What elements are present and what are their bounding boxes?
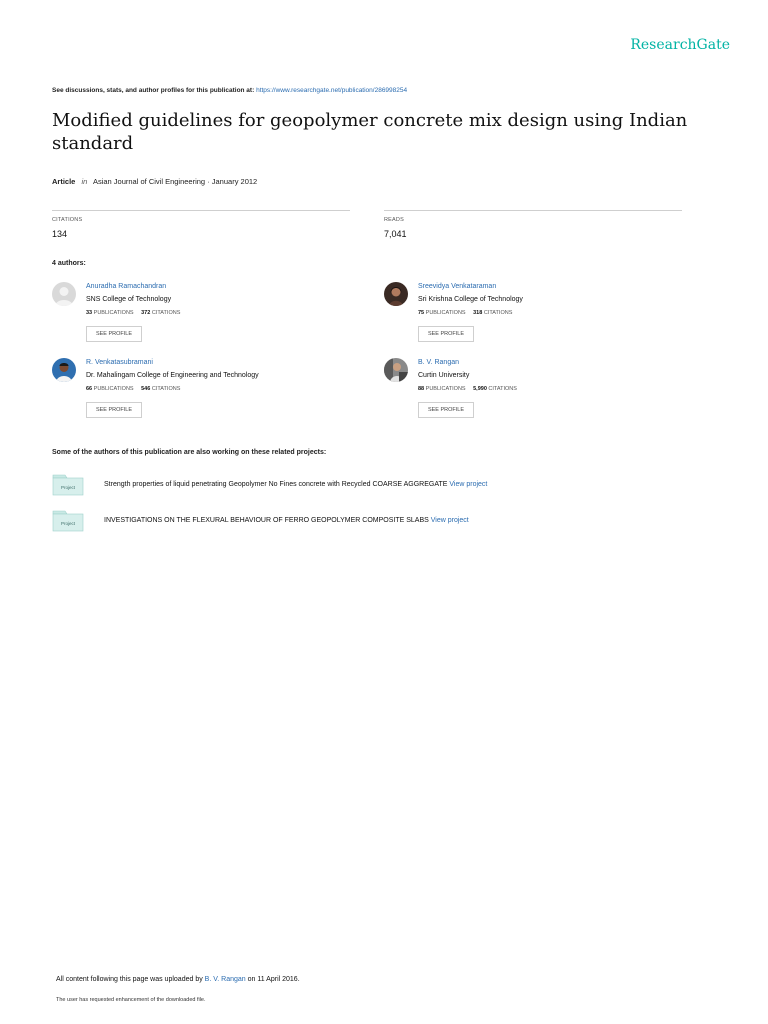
author-stats xyxy=(86,386,180,392)
project-folder-icon xyxy=(52,510,84,532)
citations-label: CITATIONS xyxy=(151,310,181,316)
discussion-line xyxy=(52,87,407,94)
enhancement-note: The user has requested enhancement of the downloaded file. xyxy=(56,997,206,1003)
profile-photo-icon xyxy=(384,282,408,306)
authors-heading: 4 authors: xyxy=(52,260,86,267)
publications-label: PUBLICATIONS xyxy=(93,310,134,316)
uploader-link[interactable]: B. V. Rangan xyxy=(204,976,246,983)
publications-count: 88 xyxy=(418,386,425,392)
related-project-item xyxy=(52,474,692,498)
in-label: in xyxy=(81,177,88,186)
citations-label: CITATIONS xyxy=(488,386,517,392)
article-type: Article xyxy=(52,177,76,186)
publications-count: 66 xyxy=(86,386,93,392)
citations-count: 546 xyxy=(141,386,151,392)
reads-divider xyxy=(384,210,682,211)
author-institution: Curtin University xyxy=(418,372,470,379)
project-title: Strength properties of liquid penetrating Geopolymer No Fines concrete with Recycled COARSE AGGREGATE xyxy=(104,481,448,488)
related-project-item xyxy=(52,510,692,534)
author-name-link[interactable]: Sreevidya Venkataraman xyxy=(418,283,497,290)
citations-count: 372 xyxy=(141,310,151,316)
avatar[interactable] xyxy=(384,282,408,306)
researchgate-logo[interactable]: ResearchGate xyxy=(630,37,730,53)
discussion-text: See discussions, stats, and author profiles for this publication at: xyxy=(52,87,255,94)
citations-count: 5,990 xyxy=(473,386,487,392)
author-card-b-v-rangan xyxy=(384,358,684,426)
see-profile-button[interactable]: SEE PROFILE xyxy=(418,326,474,342)
author-stats xyxy=(418,386,517,392)
author-name-link[interactable]: R. Venkatasubramani xyxy=(86,359,153,366)
publications-count: 75 xyxy=(418,310,425,316)
citations-label: CITATIONS xyxy=(483,310,513,316)
publications-label: PUBLICATIONS xyxy=(425,310,466,316)
author-institution: Dr. Mahalingam College of Engineering and Technology xyxy=(86,372,259,379)
citations-label: CITATIONS xyxy=(151,386,181,392)
upload-prefix: All content following this page was uploaded by xyxy=(56,976,203,983)
publication-meta xyxy=(52,177,257,186)
reads-count: 7,041 xyxy=(384,229,407,239)
reads-label: READS xyxy=(384,217,404,223)
author-institution: Sri Krishna College of Technology xyxy=(418,296,523,303)
publications-label: PUBLICATIONS xyxy=(425,386,466,392)
author-institution: SNS College of Technology xyxy=(86,296,172,303)
default-avatar-icon xyxy=(52,282,76,306)
citations-count: 318 xyxy=(473,310,483,316)
project-description xyxy=(104,517,469,524)
avatar[interactable] xyxy=(384,358,408,382)
citations-count: 134 xyxy=(52,229,68,239)
see-profile-button[interactable]: SEE PROFILE xyxy=(86,326,142,342)
author-name-link[interactable]: Anuradha Ramachandran xyxy=(86,283,167,290)
see-profile-button[interactable]: SEE PROFILE xyxy=(418,402,474,418)
profile-photo-icon xyxy=(384,358,408,382)
see-profile-button[interactable]: SEE PROFILE xyxy=(86,402,142,418)
author-name-link[interactable]: B. V. Rangan xyxy=(418,359,459,366)
author-card-sreevidya-venkataraman xyxy=(384,282,684,350)
project-title: INVESTIGATIONS ON THE FLEXURAL BEHAVIOUR OF FERRO GEOPOLYMER COMPOSITE SLABS xyxy=(104,517,429,524)
project-icon-label: Project xyxy=(60,485,76,490)
citations-divider xyxy=(52,210,350,211)
upload-suffix: on 11 April 2016. xyxy=(247,976,300,983)
profile-photo-icon xyxy=(52,358,76,382)
upload-note xyxy=(56,976,300,983)
project-description xyxy=(104,481,487,488)
related-projects-heading: Some of the authors of this publication are also working on these related projects: xyxy=(52,449,327,456)
publications-count: 33 xyxy=(86,310,93,316)
publications-label: PUBLICATIONS xyxy=(93,386,134,392)
view-project-link[interactable]: View project xyxy=(430,517,469,524)
avatar[interactable] xyxy=(52,282,76,306)
project-folder-icon xyxy=(52,474,84,496)
author-stats xyxy=(86,310,180,316)
author-card-anuradha-ramachandran xyxy=(52,282,352,350)
journal-name: Asian Journal of Civil Engineering · January 2012 xyxy=(92,177,258,186)
author-stats xyxy=(418,310,512,316)
publication-url-link[interactable]: https://www.researchgate.net/publication/286998254 xyxy=(256,87,408,94)
citations-label: CITATIONS xyxy=(52,217,83,223)
project-icon-label: Project xyxy=(60,521,76,526)
author-card-r-venkatasubramani xyxy=(52,358,352,426)
avatar[interactable] xyxy=(52,358,76,382)
publication-title: Modified guidelines for geopolymer concrete mix design using Indian standard xyxy=(52,110,688,154)
view-project-link[interactable]: View project xyxy=(449,481,488,488)
